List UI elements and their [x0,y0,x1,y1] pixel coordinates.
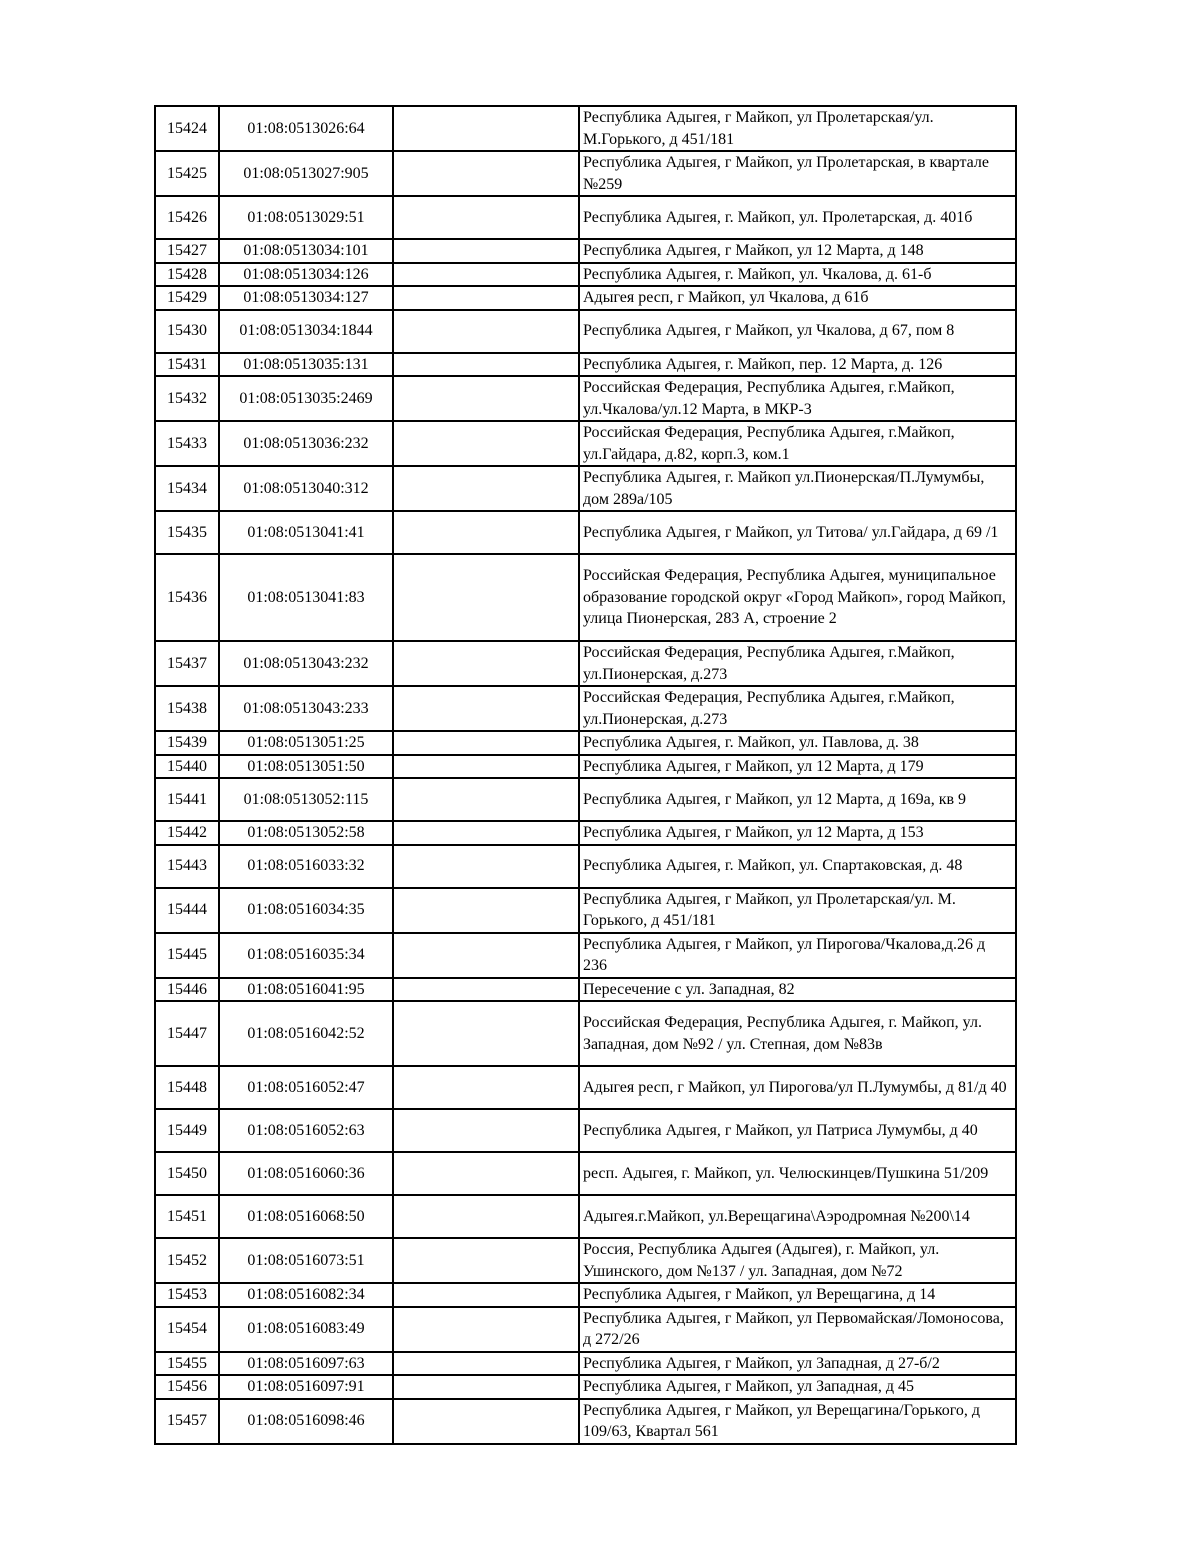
cadastral-number-cell: 01:08:0516097:91 [219,1375,393,1399]
row-number-cell: 15427 [155,239,219,263]
row-number-cell: 15436 [155,554,219,641]
empty-cell [393,755,579,779]
address-cell: Республика Адыгея, г Майкоп, ул Патриса Лумумбы, д 40 [579,1109,1016,1152]
table-row [155,353,1016,377]
row-number-cell: 15438 [155,686,219,731]
cadastral-number-cell: 01:08:0513043:232 [219,641,393,686]
table-row [155,511,1016,554]
cadastral-number-cell: 01:08:0513041:83 [219,554,393,641]
table-row [155,151,1016,196]
empty-cell [393,239,579,263]
row-number-cell: 15425 [155,151,219,196]
table-row [155,778,1016,821]
cadastral-number-cell: 01:08:0516082:34 [219,1283,393,1307]
address-cell: Республика Адыгея, г. Майкоп, ул. Павлова, д. 38 [579,731,1016,755]
empty-cell [393,1066,579,1109]
empty-cell [393,978,579,1002]
table-row [155,376,1016,421]
cadastral-number-cell: 01:08:0513051:25 [219,731,393,755]
table-row [155,731,1016,755]
empty-cell [393,1307,579,1352]
empty-cell [393,376,579,421]
address-cell: Российская Федерация, Республика Адыгея, г.Майкоп, ул.Гайдара, д.82, корп.3, ком.1 [579,421,1016,466]
address-cell: Республика Адыгея, г Майкоп, ул 12 Марта, д 153 [579,821,1016,845]
address-cell: Российская Федерация, Республика Адыгея, г.Майкоп, ул.Пионерская, д.273 [579,641,1016,686]
table-row [155,310,1016,353]
address-cell: Республика Адыгея, г. Майкоп ул.Пионерская/П.Лумумбы, дом 289а/105 [579,466,1016,511]
row-number-cell: 15433 [155,421,219,466]
address-cell: Республика Адыгея, г Майкоп, ул Чкалова, д 67, пом 8 [579,310,1016,353]
empty-cell [393,778,579,821]
address-cell: Республика Адыгея, г Майкоп, ул Первомайская/Ломоносова, д 272/26 [579,1307,1016,1352]
row-number-cell: 15449 [155,1109,219,1152]
cadastral-number-cell: 01:08:0513034:127 [219,286,393,310]
table-row [155,466,1016,511]
cadastral-number-cell: 01:08:0516035:34 [219,933,393,978]
address-cell: Адыгея.г.Майкоп, ул.Верещагина\Аэродромная №200\14 [579,1195,1016,1238]
cadastral-number-cell: 01:08:0513043:233 [219,686,393,731]
address-cell: Республика Адыгея, г. Майкоп, ул. Чкалова, д. 61-б [579,263,1016,287]
table-row [155,641,1016,686]
empty-cell [393,1238,579,1283]
address-cell: Республика Адыгея, г Майкоп, ул Титова/ ул.Гайдара, д 69 /1 [579,511,1016,554]
cadastral-number-cell: 01:08:0513027:905 [219,151,393,196]
row-number-cell: 15447 [155,1001,219,1066]
empty-cell [393,1375,579,1399]
cadastral-number-cell: 01:08:0513026:64 [219,106,393,151]
empty-cell [393,263,579,287]
address-cell: Россия, Республика Адыгея (Адыгея), г. Майкоп, ул. Ушинского, дом №137 / ул. Западная, дом №72 [579,1238,1016,1283]
empty-cell [393,845,579,888]
land-plot-registry-table [154,105,1017,1445]
row-number-cell: 15429 [155,286,219,310]
row-number-cell: 15456 [155,1375,219,1399]
address-cell: Республика Адыгея, г Майкоп, ул Верещагина/Горького, д 109/63, Квартал 561 [579,1399,1016,1444]
address-cell: Российская Федерация, Республика Адыгея, г. Майкоп, ул. Западная, дом №92 / ул. Степная, дом №83в [579,1001,1016,1066]
registry-table-body [155,106,1016,1444]
cadastral-number-cell: 01:08:0516034:35 [219,888,393,933]
row-number-cell: 15437 [155,641,219,686]
table-row [155,1283,1016,1307]
empty-cell [393,888,579,933]
table-row [155,1066,1016,1109]
empty-cell [393,511,579,554]
empty-cell [393,106,579,151]
address-cell: Республика Адыгея, г. Майкоп, ул. Спартаковская, д. 48 [579,845,1016,888]
address-cell: Российская Федерация, Республика Адыгея, г.Майкоп, ул.Пионерская, д.273 [579,686,1016,731]
cadastral-number-cell: 01:08:0516041:95 [219,978,393,1002]
address-cell: респ. Адыгея, г. Майкоп, ул. Челюскинцев/Пушкина 51/209 [579,1152,1016,1195]
row-number-cell: 15426 [155,196,219,239]
row-number-cell: 15446 [155,978,219,1002]
row-number-cell: 15442 [155,821,219,845]
address-cell: Республика Адыгея, г Майкоп, ул Пирогова/Чкалова,д.26 д 236 [579,933,1016,978]
table-row [155,1352,1016,1376]
cadastral-number-cell: 01:08:0513035:131 [219,353,393,377]
row-number-cell: 15435 [155,511,219,554]
empty-cell [393,554,579,641]
cadastral-number-cell: 01:08:0513052:115 [219,778,393,821]
cadastral-number-cell: 01:08:0516052:63 [219,1109,393,1152]
address-cell: Республика Адыгея, г Майкоп, ул 12 Марта, д 169а, кв 9 [579,778,1016,821]
row-number-cell: 15453 [155,1283,219,1307]
row-number-cell: 15424 [155,106,219,151]
cadastral-number-cell: 01:08:0513035:2469 [219,376,393,421]
row-number-cell: 15430 [155,310,219,353]
cadastral-number-cell: 01:08:0516068:50 [219,1195,393,1238]
table-row [155,686,1016,731]
row-number-cell: 15452 [155,1238,219,1283]
table-row [155,1238,1016,1283]
row-number-cell: 15441 [155,778,219,821]
address-cell: Республика Адыгея, г Майкоп, ул 12 Марта, д 179 [579,755,1016,779]
table-row [155,196,1016,239]
row-number-cell: 15454 [155,1307,219,1352]
table-row [155,933,1016,978]
address-cell: Пересечение с ул. Западная, 82 [579,978,1016,1002]
address-cell: Российская Федерация, Республика Адыгея, муниципальное образование городской округ «Город Майкоп», город Майкоп, улица Пионерская, 283 А, строение 2 [579,554,1016,641]
empty-cell [393,731,579,755]
table-row [155,1001,1016,1066]
table-row [155,978,1016,1002]
table-row [155,1195,1016,1238]
cadastral-number-cell: 01:08:0516098:46 [219,1399,393,1444]
row-number-cell: 15444 [155,888,219,933]
table-row [155,239,1016,263]
empty-cell [393,1109,579,1152]
empty-cell [393,151,579,196]
cadastral-number-cell: 01:08:0516052:47 [219,1066,393,1109]
cadastral-number-cell: 01:08:0516033:32 [219,845,393,888]
row-number-cell: 15457 [155,1399,219,1444]
empty-cell [393,310,579,353]
row-number-cell: 15455 [155,1352,219,1376]
empty-cell [393,1001,579,1066]
empty-cell [393,1399,579,1444]
cadastral-number-cell: 01:08:0513041:41 [219,511,393,554]
address-cell: Республика Адыгея, г Майкоп, ул Западная, д 27-б/2 [579,1352,1016,1376]
table-row [155,286,1016,310]
empty-cell [393,286,579,310]
empty-cell [393,1152,579,1195]
empty-cell [393,353,579,377]
table-row [155,1375,1016,1399]
row-number-cell: 15432 [155,376,219,421]
empty-cell [393,421,579,466]
cadastral-number-cell: 01:08:0516083:49 [219,1307,393,1352]
address-cell: Республика Адыгея, г Майкоп, ул Пролетарская/ул. М. Горького, д 451/181 [579,888,1016,933]
row-number-cell: 15434 [155,466,219,511]
cadastral-number-cell: 01:08:0513051:50 [219,755,393,779]
empty-cell [393,196,579,239]
empty-cell [393,466,579,511]
table-row [155,106,1016,151]
row-number-cell: 15439 [155,731,219,755]
address-cell: Республика Адыгея, г Майкоп, ул Западная, д 45 [579,1375,1016,1399]
row-number-cell: 15431 [155,353,219,377]
table-row [155,421,1016,466]
empty-cell [393,933,579,978]
row-number-cell: 15428 [155,263,219,287]
table-row [155,1307,1016,1352]
table-row [155,888,1016,933]
cadastral-number-cell: 01:08:0513034:126 [219,263,393,287]
address-cell: Республика Адыгея, г Майкоп, ул Пролетарская, в квартале №259 [579,151,1016,196]
cadastral-number-cell: 01:08:0513052:58 [219,821,393,845]
empty-cell [393,641,579,686]
cadastral-number-cell: 01:08:0513034:101 [219,239,393,263]
cadastral-number-cell: 01:08:0516097:63 [219,1352,393,1376]
address-cell: Республика Адыгея, г Майкоп, ул Пролетарская/ул. М.Горького, д 451/181 [579,106,1016,151]
empty-cell [393,686,579,731]
cadastral-number-cell: 01:08:0513040:312 [219,466,393,511]
row-number-cell: 15451 [155,1195,219,1238]
row-number-cell: 15445 [155,933,219,978]
empty-cell [393,1195,579,1238]
table-row [155,1109,1016,1152]
empty-cell [393,821,579,845]
address-cell: Республика Адыгея, г Майкоп, ул Верещагина, д 14 [579,1283,1016,1307]
address-cell: Республика Адыгея, г. Майкоп, ул. Пролетарская, д. 401б [579,196,1016,239]
table-row [155,554,1016,641]
row-number-cell: 15450 [155,1152,219,1195]
cadastral-number-cell: 01:08:0516073:51 [219,1238,393,1283]
address-cell: Республика Адыгея, г. Майкоп, пер. 12 Марта, д. 126 [579,353,1016,377]
address-cell: Российская Федерация, Республика Адыгея, г.Майкоп, ул.Чкалова/ул.12 Марта, в МКР-3 [579,376,1016,421]
empty-cell [393,1283,579,1307]
address-cell: Адыгея респ, г Майкоп, ул Пирогова/ул П.Лумумбы, д 81/д 40 [579,1066,1016,1109]
address-cell: Республика Адыгея, г Майкоп, ул 12 Марта, д 148 [579,239,1016,263]
cadastral-number-cell: 01:08:0513029:51 [219,196,393,239]
row-number-cell: 15443 [155,845,219,888]
cadastral-number-cell: 01:08:0516060:36 [219,1152,393,1195]
cadastral-number-cell: 01:08:0513036:232 [219,421,393,466]
cadastral-number-cell: 01:08:0516042:52 [219,1001,393,1066]
empty-cell [393,1352,579,1376]
row-number-cell: 15440 [155,755,219,779]
table-row [155,1399,1016,1444]
cadastral-number-cell: 01:08:0513034:1844 [219,310,393,353]
table-row [155,845,1016,888]
row-number-cell: 15448 [155,1066,219,1109]
table-row [155,1152,1016,1195]
table-row [155,755,1016,779]
table-row [155,263,1016,287]
address-cell: Адыгея респ, г Майкоп, ул Чкалова, д 61б [579,286,1016,310]
table-row [155,821,1016,845]
